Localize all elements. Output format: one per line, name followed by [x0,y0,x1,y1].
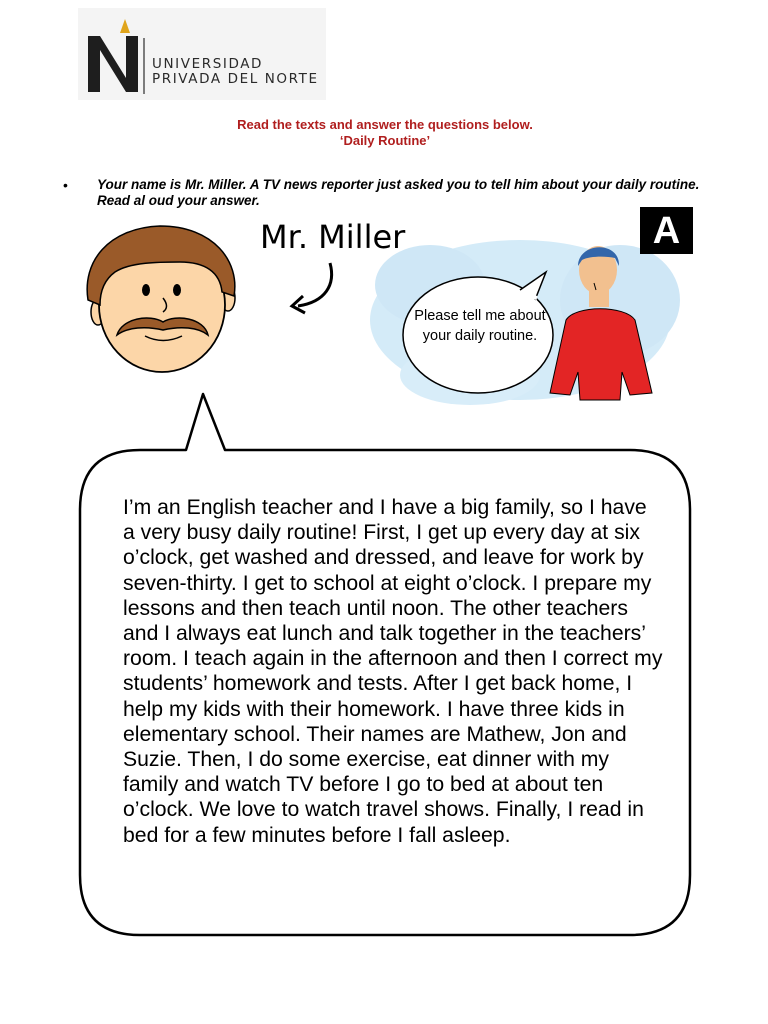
curved-arrow-icon [298,263,332,306]
reporter-question: Please tell me about your daily routine. [414,308,546,344]
bullet-marker: • [63,177,68,193]
instructions-text: Your name is Mr. Miller. A TV news reporter just asked you to tell him about your daily routine. Read al oud your answer. [97,177,700,208]
page-subtitle: ‘Daily Routine’ [339,133,431,148]
section-badge: A [640,207,693,254]
mr-miller-face-icon [87,226,235,372]
answer-paragraph: I’m an English teacher and I have a big family, so I have a very busy daily routine! First, I get up every day at six o’clock, get washed and dressed, and leave for work by seven-thirty. I get to school at eight o’clock. I prepare my lessons and then teach until noon. The other teachers and I always eat lunch and talk together in the teachers’ room. I teach again in the afternoon and then I correct my students’ homework and tests. After I get back home, I help my kids with their homework. I have three kids in elementary school. Their names are Mathew, Jon and Suzie. Then, I do some exercise, eat dinner with my family and watch TV before I go to bed at about ten o’clock. We love to watch travel shows. Finally, I read in bed for a few minutes before I fall asleep. [123,496,663,847]
character-label: Mr. Miller [260,218,406,256]
university-name: UNIVERSIDAD PRIVADA DEL NORTE [152,56,319,87]
page-title: Read the texts and answer the questions below. [237,117,533,132]
